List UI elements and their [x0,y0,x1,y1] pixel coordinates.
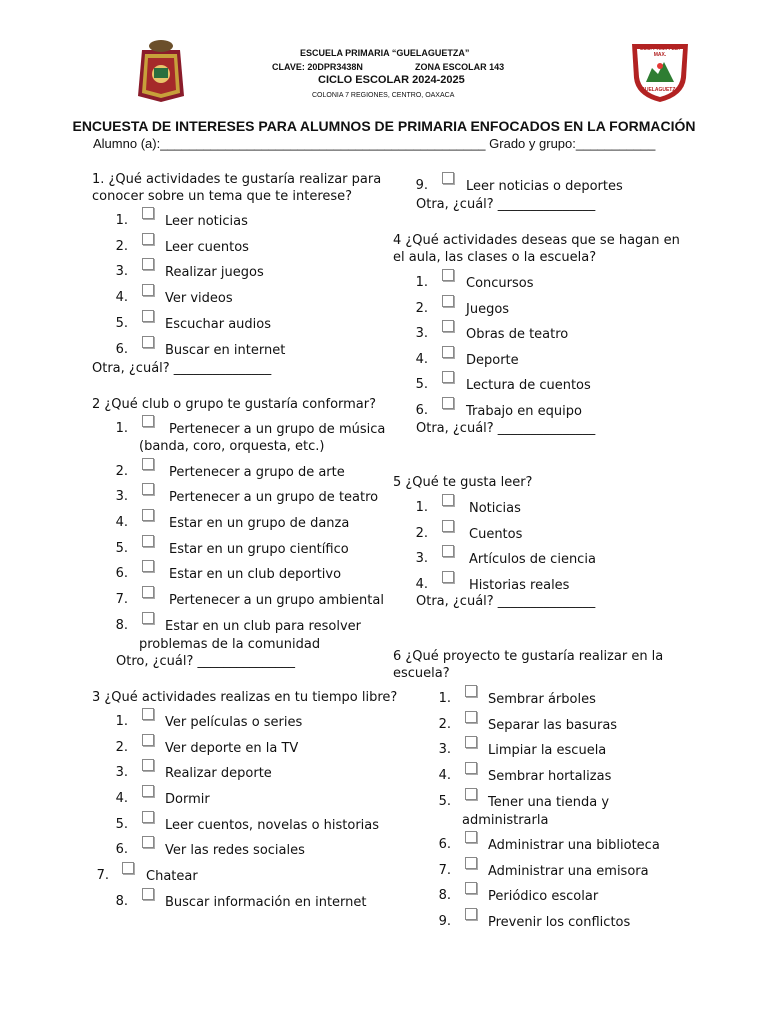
option-label: Noticias [469,501,521,516]
survey-title: ENCUESTA DE INTERESES PARA ALUMNOS DE PRIMARIA ENFOCADOS EN LA FORMACIÓN [72,118,696,134]
option-number: 1. [115,421,128,436]
option-checkbox[interactable] [465,831,477,843]
q4-other-line[interactable]: Otra, ¿cuál? _______________ [416,421,596,436]
seal-bottom-text: GUELAGUETZA [640,87,680,93]
option-label: Ver videos [165,291,233,306]
option-checkbox[interactable] [142,336,154,348]
option-checkbox[interactable] [142,458,154,470]
option-number: 6. [438,837,451,852]
option-number: 2. [115,740,128,755]
option-number: 4. [115,290,128,305]
option-number: 4. [415,577,428,592]
option-checkbox[interactable] [142,811,154,823]
option-checkbox[interactable] [142,535,154,547]
option-label: Leer noticias o deportes [466,179,623,194]
option-label: Realizar deporte [165,766,272,781]
option-checkbox[interactable] [142,233,154,245]
option-label: Escuchar audios [165,317,271,332]
option-number: 3. [115,264,128,279]
option-label: Ver películas o series [165,715,303,730]
option-label: Estar en un grupo de danza [169,516,350,531]
option-number: 2. [415,301,428,316]
option-label: Obras de teatro [466,327,569,342]
option-checkbox[interactable] [465,857,477,869]
option-number: 1. [115,714,128,729]
option-checkbox[interactable] [442,269,454,281]
option-label: Buscar en internet [165,343,286,358]
option-label: Artículos de ciencia [469,552,596,567]
option-label: Separar las basuras [488,718,618,733]
option-number: 5. [415,377,428,392]
option-label: Tener una tienda y [488,795,610,810]
option-label: Administrar una emisora [488,864,649,879]
option-number: 4. [438,768,451,783]
school-clave: CLAVE: 20DPR3438N [272,62,363,72]
q1b-other-line[interactable]: Otra, ¿cuál? _______________ [416,197,596,212]
option-number: 4. [115,791,128,806]
option-number: 5. [115,817,128,832]
option-number: 4. [415,352,428,367]
option-label: problemas de la comunidad [139,637,321,652]
option-number: 4. [115,515,128,530]
option-checkbox[interactable] [142,483,154,495]
q1-question: 1. ¿Qué actividades te gustaría realizar para conocer sobre un tema que te interese? [92,172,382,204]
option-number: 8. [438,888,451,903]
option-label: Prevenir los conflictos [488,915,631,930]
school-cycle: CICLO ESCOLAR 2024-2025 [318,74,465,86]
option-number: 1. [115,213,128,228]
option-label: Pertenecer a un grupo de música [169,422,386,437]
option-label: Lectura de cuentos [466,378,591,393]
option-label: Leer cuentos, novelas o historias [165,818,380,833]
option-checkbox[interactable] [442,545,454,557]
school-zone: ZONA ESCOLAR 143 [415,62,505,72]
option-number: 9. [415,178,428,193]
option-label: Realizar juegos [165,265,264,280]
q2-other-line[interactable]: Otro, ¿cuál? _______________ [116,654,296,669]
option-number: 2. [438,717,451,732]
option-checkbox[interactable] [442,397,454,409]
option-checkbox[interactable] [142,708,154,720]
q1-other-line[interactable]: Otra, ¿cuál? _______________ [92,361,272,376]
option-checkbox[interactable] [442,172,454,184]
option-checkbox[interactable] [142,785,154,797]
option-number: 1. [415,500,428,515]
option-number: 3. [415,551,428,566]
option-label: Deporte [466,353,519,368]
option-checkbox[interactable] [142,836,154,848]
student-name-grade-line[interactable]: Alumno (a):_____________________________________________ Grado y grupo:___________ [93,136,656,151]
option-label: Leer noticias [165,214,248,229]
option-label: Periódico escolar [488,889,599,904]
option-checkbox[interactable] [142,258,154,270]
option-label: Sembrar árboles [488,692,596,707]
option-checkbox[interactable] [142,888,154,900]
option-number: 6. [115,842,128,857]
option-checkbox[interactable] [122,862,134,874]
option-label: Ver deporte en la TV [165,741,299,756]
option-label: Administrar una biblioteca [488,838,660,853]
school-name: ESCUELA PRIMARIA “GUELAGUETZA” [300,48,470,58]
option-label: (banda, coro, orquesta, etc.) [139,439,325,454]
q2-question: 2 ¿Qué club o grupo te gustaría conformar? [92,397,377,412]
option-checkbox[interactable] [142,310,154,322]
option-label: Chatear [146,869,198,884]
state-emblem-logo [134,38,188,104]
option-label: Juegos [466,302,510,317]
option-number: 7. [438,863,451,878]
option-label: Estar en un club para resolver [165,619,361,634]
option-number: 9. [438,914,451,929]
option-checkbox[interactable] [465,908,477,920]
option-label: Leer cuentos [165,240,249,255]
option-checkbox[interactable] [442,571,454,583]
option-number: 1. [415,275,428,290]
option-number: 7. [96,868,109,883]
option-number: 6. [115,342,128,357]
option-label: Limpiar la escuela [488,743,607,758]
option-label: Estar en un grupo científico [169,542,349,557]
option-checkbox[interactable] [142,612,154,624]
option-number: 2. [115,239,128,254]
school-seal-logo [628,38,692,104]
option-label: Buscar información en internet [165,895,367,910]
option-label: Sembrar hortalizas [488,769,612,784]
option-checkbox[interactable] [465,711,477,723]
option-checkbox[interactable] [142,509,154,521]
option-checkbox[interactable] [442,295,454,307]
option-checkbox[interactable] [442,494,454,506]
option-label: Ver las redes sociales [165,843,305,858]
q3-question: 3 ¿Qué actividades realizas en tu tiempo libre? [92,690,398,705]
option-number: 6. [415,403,428,418]
option-checkbox[interactable] [442,371,454,383]
q5-question: 5 ¿Qué te gusta leer? [393,475,533,490]
option-label: Pertenecer a grupo de arte [169,465,345,480]
option-checkbox[interactable] [442,346,454,358]
option-number: 3. [115,489,128,504]
option-label: administrarla [462,813,549,828]
option-number: 3. [115,765,128,780]
option-checkbox[interactable] [142,207,154,219]
option-checkbox[interactable] [465,685,477,697]
option-checkbox[interactable] [465,882,477,894]
school-address: COLONIA 7 REGIONES, CENTRO, OAXACA [312,92,455,99]
option-label: Trabajo en equipo [466,404,582,419]
option-checkbox[interactable] [442,320,454,332]
option-label: Historias reales [469,578,570,593]
option-checkbox[interactable] [142,415,154,427]
option-number: 5. [438,794,451,809]
option-number: 8. [115,618,128,633]
option-label: Estar en un club deportivo [169,567,342,582]
q5-other-line[interactable]: Otra, ¿cuál? _______________ [416,594,596,609]
option-checkbox[interactable] [442,520,454,532]
option-number: 1. [438,691,451,706]
option-number: 6. [115,566,128,581]
option-checkbox[interactable] [142,759,154,771]
option-number: 5. [115,541,128,556]
q4-question: 4 ¿Qué actividades deseas que se hagan en el aula, las clases o la escuela? [393,233,680,265]
option-number: 3. [415,326,428,341]
option-number: 2. [415,526,428,541]
option-number: 3. [438,742,451,757]
option-number: 2. [115,464,128,479]
q6-question: 6 ¿Qué proyecto te gustaría realizar en la escuela? [393,649,664,681]
option-label: Concursos [466,276,534,291]
option-checkbox[interactable] [142,284,154,296]
option-checkbox[interactable] [142,560,154,572]
option-label: Cuentos [469,527,523,542]
option-number: 8. [115,894,128,909]
option-number: 5. [115,316,128,331]
option-checkbox[interactable] [142,586,154,598]
option-checkbox[interactable] [465,788,477,800]
option-number: 7. [115,592,128,607]
option-checkbox[interactable] [465,736,477,748]
option-checkbox[interactable] [142,734,154,746]
option-checkbox[interactable] [465,762,477,774]
option-label: Dormir [165,792,210,807]
seal-top-text: ESC. PRIM. FED. MAX. [640,46,680,58]
option-label: Pertenecer a un grupo de teatro [169,490,379,505]
option-label: Pertenecer a un grupo ambiental [169,593,384,608]
